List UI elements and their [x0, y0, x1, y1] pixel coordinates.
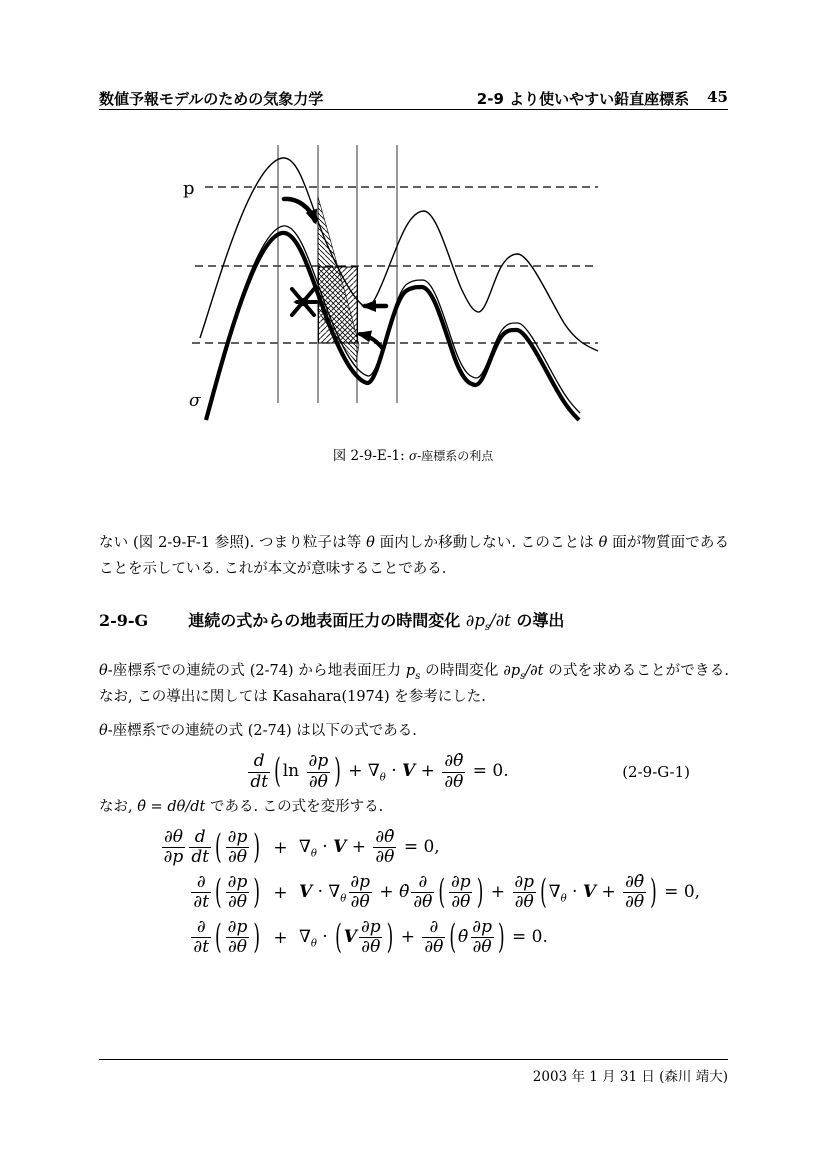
figure-sigma-coordinate [150, 140, 660, 432]
equation-block [99, 825, 728, 960]
figure-caption-title: σ-座標系の利点 [408, 449, 494, 463]
equation-lhs: $\frac{\partial\theta}{\partial p}$ $\frac{d}{dt}$ ( $\frac{\partial p}{\partial\theta}$ ) [163, 826, 260, 868]
plus-operator: + [273, 927, 288, 948]
sigma-axis-label: σ [189, 391, 201, 411]
equation-lhs: $\frac{\partial}{\partial t}$ ( $\frac{\partial p}{\partial\theta}$ ) [193, 916, 260, 958]
figure-caption [0, 444, 826, 464]
equation-row-1 [99, 825, 728, 870]
header-right-group [477, 88, 728, 109]
page-footer [99, 1059, 728, 1085]
downslope-arrow [284, 199, 315, 221]
equation-row-2 [99, 870, 728, 915]
hatched-box-p-layer [319, 267, 358, 343]
equation-rhs: $V \cdot \nabla_\theta$ $\frac{\partial p}{\partial\theta}$ + θ̇ $\frac{\partial}{\partial\theta}$ ( $\frac{\partial p}{\partial\theta}$ ) + $\frac{\partial p}{\partial\theta}$ ( $\nabla_\theta \cdot V$ + $\frac{\partial\thetȧ}{\partial\theta}$ ) = 0, [299, 871, 701, 913]
equation-row-3 [99, 915, 728, 960]
plus-operator: + [273, 882, 288, 903]
paragraph-3: θ-座標系での連続の式 (2-74) は以下の式である. [99, 723, 417, 739]
paragraph-2: θ-座標系での連続の式 (2-74) から地表面圧力 $p_s$ の時間変化 $\partial p_s/\partial t$ の式を求めることができる. なお, この導出に関しては Kasahara(1974) を参考にした. [99, 663, 730, 705]
equation-rhs: $\nabla_\theta$ · ( V $\frac{\partial p}{\partial\theta}$ ) + $\frac{\partial}{\partial\theta}$ ( θ̇ $\frac{\partial p}{\partial\theta}$ ) = 0. [299, 916, 548, 958]
plus-operator: + [273, 837, 288, 858]
section-title: 連続の式からの地表面圧力の時間変化 $\partial p_s/\partial t$ の導出 [188, 611, 565, 634]
upslope-curved-arrow [360, 334, 383, 349]
figure-caption-label: 図 2-9-E-1: [332, 448, 405, 464]
header-section-title: 2-9 より使いやすい鉛直座標系 [476, 90, 690, 108]
equation-lhs: $\frac{\partial}{\partial t}$ ( $\frac{\partial p}{\partial\theta}$ ) [193, 871, 260, 913]
page-number: 45 [707, 88, 728, 106]
paragraph-4: なお, θ̇ = dθ/dt である. この式を変形する. [99, 799, 384, 815]
header-left-title: 数値予報モデルのための気象力学 [99, 90, 324, 108]
section-heading-2-9-G [99, 608, 729, 634]
pressure-dashed-lines [192, 187, 598, 343]
equation-2-9-G-1 [99, 744, 728, 800]
page-header [99, 88, 728, 110]
section-number: 2-9-G [99, 611, 149, 630]
blocked-flow-icon [292, 289, 316, 315]
figure-canvas [150, 140, 660, 432]
equation-body: $\frac{d}{dt}$ ( ln $\frac{\partial p}{\partial\theta}$ ) + $\nabla_\theta \cdot V$ + $\frac{\partial\thetȧ}{\partial\theta}$ = 0. [250, 751, 509, 792]
footer-date-author: 2003 年 1 月 31 日 (森川 靖大) [532, 1069, 728, 1085]
paragraph-1: ない (図 2-9-F-1 参照). つまり粒子は等 θ 面内しか移動しない. このことは θ 面が物質面であることを示している. これが本文が意味することである. [99, 535, 730, 577]
equation-rhs: $\nabla_\theta \cdot V$ + $\frac{\partial\thetȧ}{\partial\theta}$ = 0, [299, 826, 440, 867]
equation-tag: (2-9-G-1) [622, 763, 690, 781]
p-axis-label: p [183, 178, 195, 199]
